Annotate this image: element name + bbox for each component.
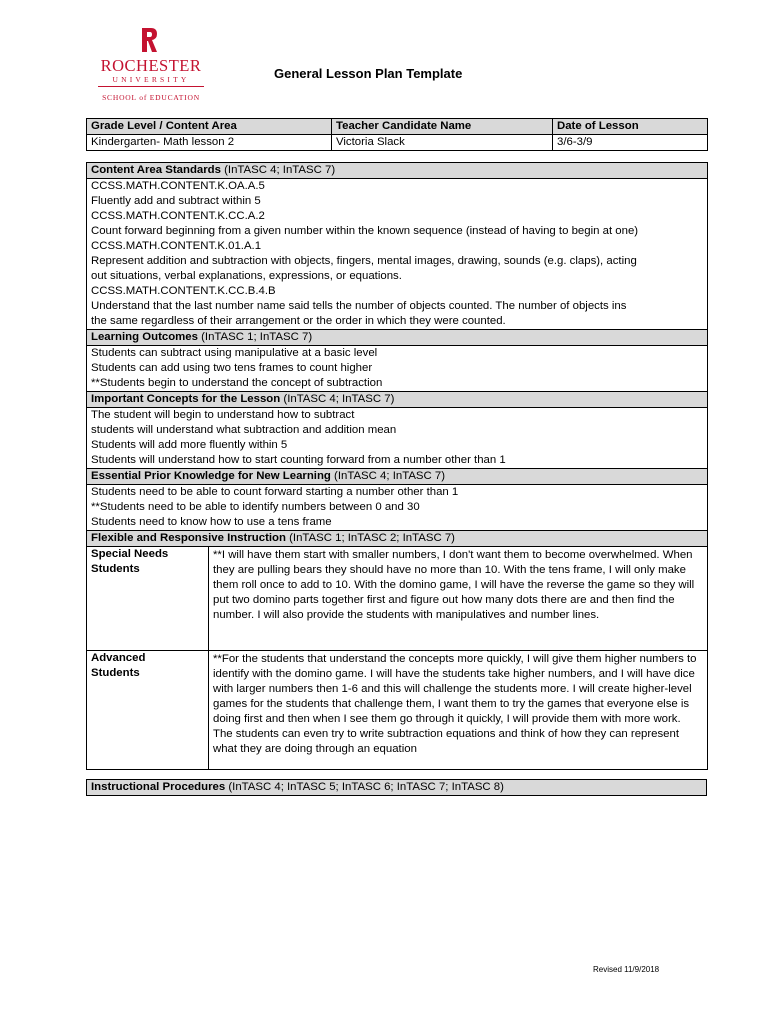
prior-body-row — [87, 485, 708, 531]
advanced-students-text: **For the students that understand the concepts more quickly, I will give them higher numbers to identify with the domino game. I will have the students take higher numbers, and I will have dice with larger numbers then 1-6 and this will challenge the students more. I will create higher-level games for the students that challenge them, I want them to try the games that everyone else is doing first and then when I see them go through it quickly, I will provide them with more work. The students can even try to write subtraction equations and think of how they can represent what they are doing through an equation — [213, 653, 697, 755]
prior-line: **Students need to be able to identify numbers between 0 and 30 — [91, 501, 420, 513]
outcomes-tags: (InTASC 1; InTASC 7) — [197, 331, 313, 343]
prior-line: Students need to be able to count forward starting a number other than 1 — [91, 486, 459, 498]
revised-date: Revised 11/9/2018 — [593, 965, 660, 974]
special-needs-label-cell — [87, 547, 209, 651]
outcomes-line: **Students begin to understand the concept of subtraction — [91, 377, 383, 389]
logo-school-text: SCHOOL of EDUCATION — [102, 93, 200, 102]
advanced-students-label-cell — [87, 651, 209, 770]
procedures-table — [86, 779, 707, 796]
logo-university-text: UNIVERSITY — [112, 75, 190, 84]
special-needs-row — [87, 547, 708, 651]
standards-line: CCSS.MATH.CONTENT.K.CC.A.2 — [91, 210, 265, 222]
standards-tags: (InTASC 4; InTASC 7) — [220, 164, 336, 176]
procedures-label: Instructional Procedures — [91, 781, 226, 793]
procedures-heading — [87, 780, 707, 796]
prior-header-row — [87, 469, 708, 485]
special-needs-text: **I will have them start with smaller numbers, I don't want them to become overwhelmed. When they are pulling bears they should have no more than 10. With the tens frame, I will only make them roll once to add to 10. With the domino game, I will have the reverse the game so they will put two domino parts together first and figure out how many dots there are and then find the number. I will also provide the students with manipulatives and number lines. — [213, 549, 695, 621]
concepts-body-row — [87, 408, 708, 469]
special-needs-text-cell — [209, 547, 708, 651]
grade-level-label: Grade Level / Content Area — [87, 119, 332, 135]
standards-line: Count forward beginning from a given number within the known sequence (instead of having to begin at one) — [91, 225, 639, 237]
flexible-label: Flexible and Responsive Instruction — [91, 532, 286, 544]
outcomes-heading — [87, 330, 708, 346]
document-title: General Lesson Plan Template — [274, 66, 463, 81]
flexible-header-row — [87, 531, 708, 547]
standards-body — [87, 179, 708, 330]
logo-brand-text: ROCHESTER — [100, 56, 202, 75]
concepts-label: Important Concepts for the Lesson — [91, 393, 281, 405]
special-needs-label: Special Needs — [91, 548, 169, 560]
standards-line: Understand that the last number name said tells the number of objects counted. The number of objects ins — [91, 300, 627, 312]
prior-line: Students need to know how to use a tens frame — [91, 516, 332, 528]
concepts-line: Students will understand how to start counting forward from a number other than 1 — [91, 454, 506, 466]
teacher-candidate-value: Victoria Slack — [332, 135, 553, 151]
standards-header-row — [87, 163, 708, 179]
standards-body-row — [87, 179, 708, 330]
standards-label: Content Area Standards — [91, 164, 221, 176]
prior-heading — [87, 469, 708, 485]
concepts-tags: (InTASC 4; InTASC 7) — [280, 393, 395, 405]
header-value-row — [87, 135, 708, 151]
advanced-students-text-cell — [209, 651, 708, 770]
standards-line: the same regardless of their arrangement or the order in which they were counted. — [91, 315, 506, 327]
header-label-row — [87, 119, 708, 135]
advanced-students-label: Students — [91, 667, 140, 679]
procedures-tags: (InTASC 4; InTASC 5; InTASC 6; InTASC 7; InTASC 8) — [225, 781, 504, 793]
flexible-tags: (InTASC 1; InTASC 2; InTASC 7) — [285, 532, 455, 544]
prior-label: Essential Prior Knowledge for New Learning — [91, 470, 331, 482]
prior-body — [87, 485, 708, 531]
outcomes-body — [87, 346, 708, 392]
spacer-row — [87, 151, 708, 163]
teacher-candidate-label: Teacher Candidate Name — [332, 119, 553, 135]
special-needs-label: Students — [91, 563, 140, 575]
rochester-r-logo-icon — [140, 28, 158, 52]
advanced-students-label: Advanced — [91, 652, 146, 664]
outcomes-line: Students can add using two tens frames to count higher — [91, 362, 373, 374]
concepts-heading — [87, 392, 708, 408]
standards-line: CCSS.MATH.CONTENT.K.CC.B.4.B — [91, 285, 276, 297]
procedures-header-row — [87, 780, 707, 796]
lesson-plan-table — [86, 118, 708, 770]
advanced-students-row — [87, 651, 708, 770]
date-of-lesson-value: 3/6-3/9 — [553, 135, 708, 151]
logo-divider — [98, 86, 204, 87]
outcomes-label: Learning Outcomes — [91, 331, 198, 343]
flexible-heading — [87, 531, 708, 547]
concepts-body — [87, 408, 708, 469]
concepts-line: Students will add more fluently within 5 — [91, 439, 288, 451]
grade-level-value: Kindergarten- Math lesson 2 — [87, 135, 332, 151]
outcomes-body-row — [87, 346, 708, 392]
outcomes-header-row — [87, 330, 708, 346]
prior-tags: (InTASC 4; InTASC 7) — [330, 470, 446, 482]
standards-heading — [87, 163, 708, 179]
concepts-line: The student will begin to understand how to subtract — [91, 409, 355, 421]
standards-line: CCSS.MATH.CONTENT.K.OA.A.5 — [91, 180, 265, 192]
concepts-header-row — [87, 392, 708, 408]
standards-line: Fluently add and subtract within 5 — [91, 195, 261, 207]
standards-line: out situations, verbal explanations, expressions, or equations. — [91, 270, 402, 282]
standards-line: CCSS.MATH.CONTENT.K.01.A.1 — [91, 240, 262, 252]
date-of-lesson-label: Date of Lesson — [553, 119, 708, 135]
outcomes-line: Students can subtract using manipulative at a basic level — [91, 347, 378, 359]
concepts-line: students will understand what subtraction and addition mean — [91, 424, 397, 436]
standards-line: Represent addition and subtraction with objects, fingers, mental images, drawing, sounds (e.g. claps), acting — [91, 255, 637, 267]
